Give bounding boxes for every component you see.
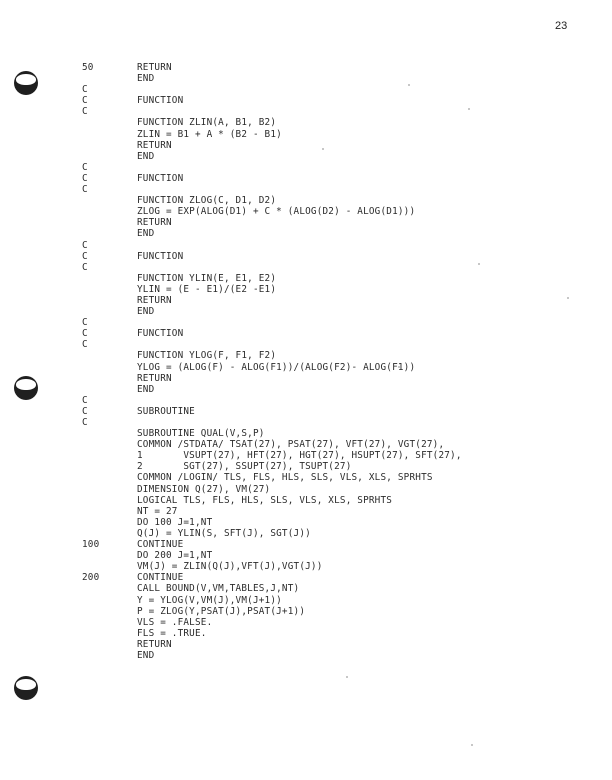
code-line — [0, 461, 612, 472]
statement-text: VLS = .FALSE. — [137, 616, 213, 628]
code-line — [0, 362, 612, 373]
statement-label: C — [82, 161, 88, 173]
statement-label: C — [82, 95, 88, 107]
code-line — [0, 117, 612, 128]
statement-text: COMMON /STDATA/ TSAT(27), PSAT(27), VFT(27), VGT(27), — [137, 439, 445, 451]
code-line — [0, 495, 612, 506]
statement-label: C — [82, 184, 88, 196]
code-line — [0, 95, 612, 106]
code-line — [0, 373, 612, 384]
code-line — [0, 350, 612, 361]
punch-hole-bottom — [14, 676, 38, 700]
statement-text: FUNCTION — [137, 172, 184, 184]
statement-text: FUNCTION ZLIN(A, B1, B2) — [137, 117, 277, 129]
code-line — [0, 84, 612, 95]
statement-label: C — [82, 405, 88, 417]
code-line — [0, 195, 612, 206]
code-line — [0, 506, 612, 517]
statement-text: FUNCTION — [137, 250, 184, 262]
statement-text: Y = YLOG(V,VM(J),VM(J+1)) — [137, 594, 282, 606]
statement-text: FLS = .TRUE. — [137, 627, 207, 639]
statement-text: FUNCTION YLIN(E, E1, E2) — [137, 272, 277, 284]
code-line — [0, 439, 612, 450]
statement-text: END — [137, 383, 155, 395]
code-line — [0, 639, 612, 650]
code-line — [0, 406, 612, 417]
code-line — [0, 206, 612, 217]
statement-text: ZLOG = EXP(ALOG(D1) + C * (ALOG(D2) - ALOG(D1))) — [137, 206, 416, 218]
code-line — [0, 606, 612, 617]
statement-text: YLIN = (E - E1)/(E2 -E1) — [137, 283, 277, 295]
code-line — [0, 472, 612, 483]
code-line — [0, 184, 612, 195]
statement-text: SUBROUTINE QUAL(V,S,P) — [137, 428, 265, 440]
code-line — [0, 240, 612, 251]
statement-text: CALL BOUND(V,VM,TABLES,J,NT) — [137, 583, 300, 595]
statement-text: RETURN — [137, 638, 172, 650]
code-line — [0, 273, 612, 284]
statement-text: P = ZLOG(Y,PSAT(J),PSAT(J+1)) — [137, 605, 306, 617]
statement-text: FUNCTION — [137, 95, 184, 107]
statement-text: END — [137, 228, 155, 240]
statement-text: DIMENSION Q(27), VM(27) — [137, 483, 271, 495]
statement-label: 50 — [82, 62, 94, 73]
statement-label: 200 — [82, 572, 100, 584]
code-line — [0, 484, 612, 495]
statement-text: CONTINUE — [137, 539, 184, 551]
statement-text: ZLIN = B1 + A * (B2 - B1) — [137, 128, 282, 140]
statement-label: C — [82, 250, 88, 262]
code-line — [0, 62, 612, 73]
code-line — [0, 228, 612, 239]
code-line — [0, 262, 612, 273]
statement-label: C — [82, 106, 88, 118]
code-line — [0, 140, 612, 151]
code-line — [0, 295, 612, 306]
code-line — [0, 384, 612, 395]
statement-text: RETURN — [137, 294, 172, 306]
code-line — [0, 628, 612, 639]
code-line — [0, 428, 612, 439]
code-line — [0, 106, 612, 117]
code-line — [0, 572, 612, 583]
code-line — [0, 395, 612, 406]
statement-text: RETURN — [137, 372, 172, 384]
code-line — [0, 417, 612, 428]
statement-text: LOGICAL TLS, FLS, HLS, SLS, VLS, XLS, SPRHTS — [137, 494, 393, 506]
statement-text: FUNCTION YLOG(F, F1, F2) — [137, 350, 277, 362]
code-line — [0, 561, 612, 572]
statement-label: C — [82, 239, 88, 251]
statement-label: C — [82, 261, 88, 273]
code-line — [0, 517, 612, 528]
statement-text: SUBROUTINE — [137, 405, 195, 417]
statement-text: DO 100 J=1,NT — [137, 516, 213, 528]
statement-label: C — [82, 394, 88, 406]
code-line — [0, 528, 612, 539]
code-line — [0, 328, 612, 339]
code-line — [0, 217, 612, 228]
scan-speck — [471, 744, 473, 746]
scan-speck — [346, 676, 348, 678]
statement-text: CONTINUE — [137, 572, 184, 584]
code-line — [0, 129, 612, 140]
code-line — [0, 284, 612, 295]
statement-text: RETURN — [137, 217, 172, 229]
code-line — [0, 583, 612, 594]
code-line — [0, 617, 612, 628]
code-line — [0, 162, 612, 173]
statement-text: DO 200 J=1,NT — [137, 550, 213, 562]
statement-text: END — [137, 73, 155, 85]
code-line — [0, 173, 612, 184]
statement-label: C — [82, 339, 88, 351]
statement-text: 1 VSUPT(27), HFT(27), HGT(27), HSUPT(27), SFT(27), — [137, 450, 462, 462]
statement-label: 100 — [82, 539, 100, 551]
statement-text: FUNCTION — [137, 328, 184, 340]
statement-text: END — [137, 649, 155, 661]
statement-text: 2 SGT(27), SSUPT(27), TSUPT(27) — [137, 461, 352, 473]
statement-text: COMMON /LOGIN/ TLS, FLS, HLS, SLS, VLS, XLS, SPRHTS — [137, 472, 433, 484]
statement-label: C — [82, 172, 88, 184]
code-line — [0, 595, 612, 606]
statement-label: C — [82, 417, 88, 428]
statement-text: RETURN — [137, 139, 172, 151]
code-line — [0, 317, 612, 328]
code-line — [0, 539, 612, 550]
page-number: 23 — [555, 20, 568, 32]
statement-text: FUNCTION ZLOG(C, D1, D2) — [137, 195, 277, 207]
code-line — [0, 306, 612, 317]
statement-text: END — [137, 150, 155, 162]
statement-text: END — [137, 306, 155, 318]
code-line — [0, 73, 612, 84]
statement-text: Q(J) = YLIN(S, SFT(J), SGT(J)) — [137, 527, 311, 539]
fortran-listing — [0, 62, 612, 661]
statement-text: RETURN — [137, 62, 172, 73]
code-line — [0, 450, 612, 461]
statement-label: C — [82, 84, 88, 96]
statement-text: YLOG = (ALOG(F) - ALOG(F1))/(ALOG(F2)- ALOG(F1)) — [137, 361, 416, 373]
statement-label: C — [82, 328, 88, 340]
statement-text: NT = 27 — [137, 505, 178, 517]
code-line — [0, 650, 612, 661]
code-line — [0, 550, 612, 561]
code-line — [0, 251, 612, 262]
statement-label: C — [82, 317, 88, 329]
code-line — [0, 151, 612, 162]
code-line — [0, 339, 612, 350]
statement-text: VM(J) = ZLIN(Q(J),VFT(J),VGT(J)) — [137, 561, 323, 573]
